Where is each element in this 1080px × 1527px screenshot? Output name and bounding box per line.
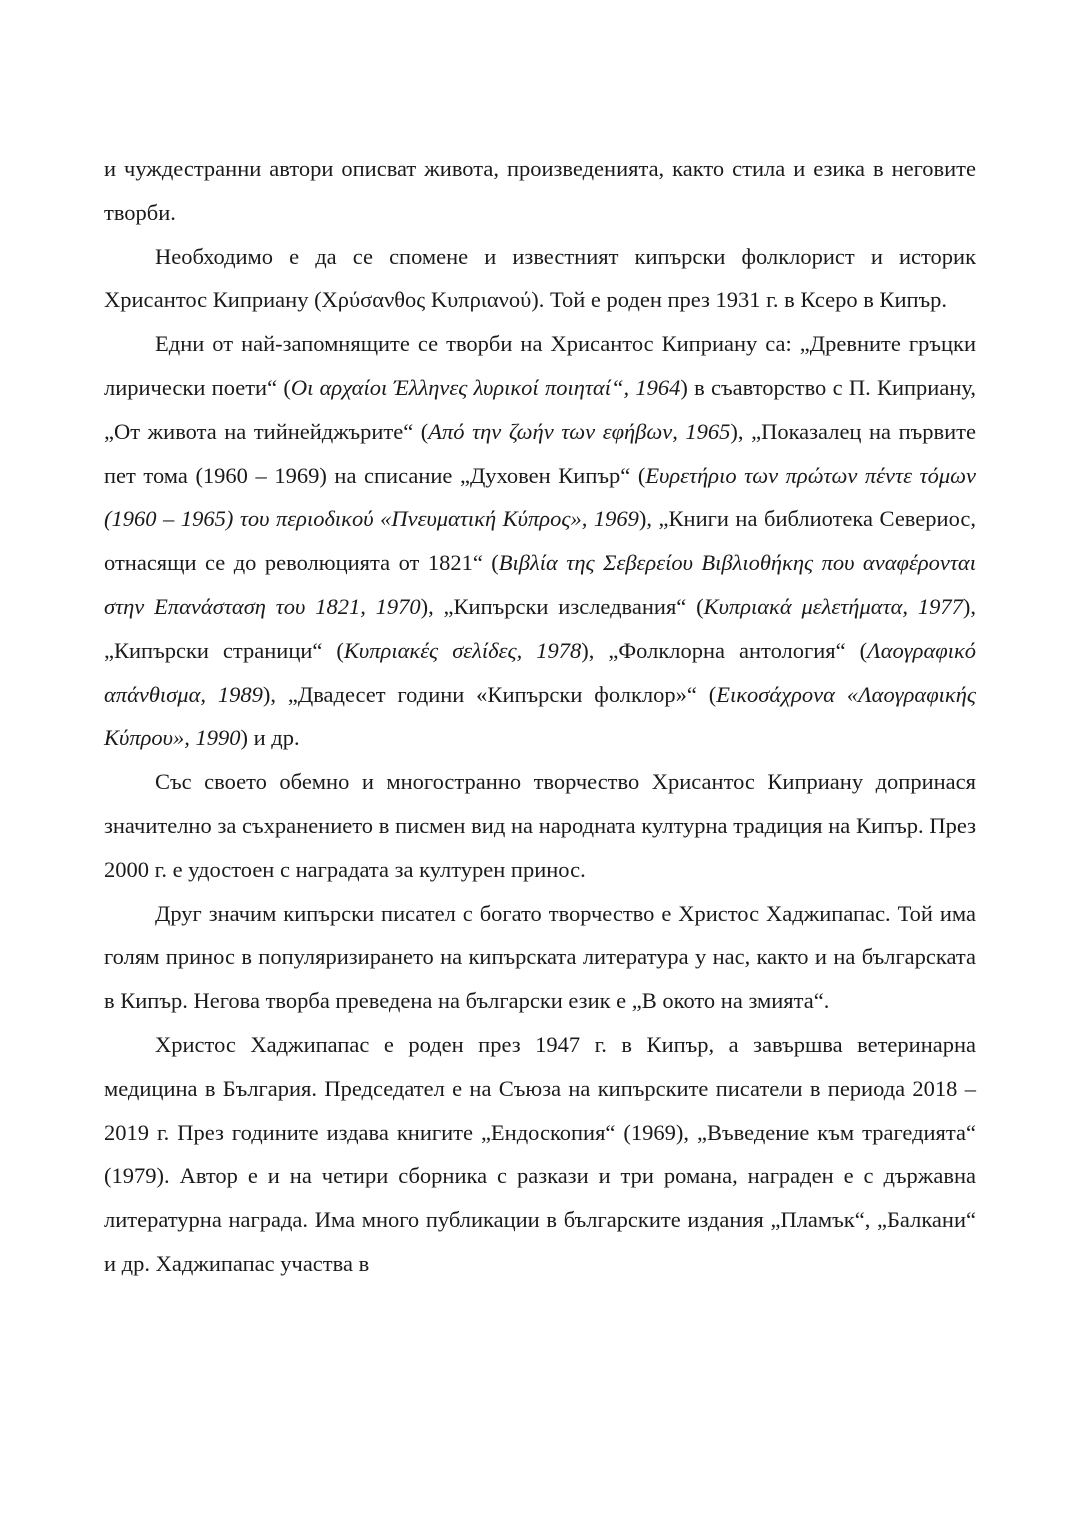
italic-text-segment: Από την ζωήν των εφήβων, 1965: [428, 418, 731, 444]
paragraph: [104, 892, 976, 1023]
paragraph: [104, 322, 976, 760]
italic-text-segment: Οι αρχαίοι Έλληνες λυρικοί ποιηταί“, 1964: [290, 374, 681, 400]
text-segment: Христос Хаджипапас е роден през 1947 г. в Кипър, а завършва ветеринарна медицина в България. Председател е на Съюза на кипърските писатели в периода 2018 – 2019 г. През годините издава книгите „Ендоскопия“ (1969), „Въведение към трагедията“ (1979). Автор е и на четири сборника с разкази и три романа, награден е с държавна литературна награда. Има много публикации в българските издания „Пламък“, „Балкани“ и др. Хаджипапас участва в: [104, 1031, 976, 1276]
text-segment: ), „Показалец на първите пет тома (1960 – 1969) на списание „Духовен Кипър“ (: [104, 418, 976, 488]
text-segment: ), „Фолклорна антология“ (: [581, 637, 868, 663]
text-segment: Едни от най-запомнящите се творби на Хрисантос Киприану са: „Древните гръцки лирически поети“ (: [104, 331, 976, 400]
document-page: [104, 147, 976, 1286]
text-segment: Със своето обемно и многостранно творчество Хрисантос Киприану допринася значително за съхранението в писмен вид на народната културна традиция на Кипър. През 2000 г. е удостоен с наградата за културен принос.: [104, 769, 976, 882]
paragraph: [104, 1023, 976, 1286]
italic-text-segment: Εικοσάχρονα «Λαογραφικής Κύπρου», 1990: [104, 681, 976, 751]
paragraph: [104, 147, 976, 235]
text-segment: и чуждестранни автори описват живота, произведенията, както стила и езика в неговите творби.: [104, 156, 976, 225]
text-segment: ) в съавторство с П. Киприану, „От живота на тийнейджърите“ (: [104, 374, 976, 444]
text-segment: ) и др.: [240, 725, 300, 751]
text-segment: Необходимо е да се спомене и известният кипърски фолклорист и историк Хрисантос Киприану (Χρύσανθος Κυπριανού). Той е роден през 1931 г. в Ксеро в Кипър.: [104, 243, 976, 313]
text-segment: ), „Двадесет години «Кипърски фолклор»“ (: [262, 681, 717, 707]
italic-text-segment: Κυπριακά μελετήματα, 1977: [703, 593, 963, 619]
text-segment: Друг значим кипърски писател с богато творчество е Христос Хаджипапас. Той има голям принос в популяризирането на кипърската литература у нас, както и на българската в Кипър. Негова творба преведена на български език е „В окото на змията“.: [104, 900, 976, 1014]
italic-text-segment: Κυπριακές σελίδες, 1978: [343, 637, 582, 663]
italic-text-segment: Λαογραφικό απάνθισμα, 1989: [104, 637, 976, 707]
italic-text-segment: Βιβλία της Σεβερείου Βιβλιοθήκης που αναφέρονται στην Επανάσταση του 1821, 1970: [104, 550, 976, 619]
text-segment: ), „Кипърски страници“ (: [104, 593, 976, 663]
paragraph: [104, 235, 976, 323]
text-segment: ), „Кипърски изследвания“ (: [420, 593, 704, 619]
paragraph: [104, 760, 976, 891]
italic-text-segment: Ευρετήριο των πρώτων πέντε τόμων (1960 – 1965) του περιοδικού «Πνευματική Κύπρος», 1969: [104, 462, 976, 532]
text-segment: ), „Книги на библиотека Севериос, отнасящи се до революцията от 1821“ (: [104, 506, 976, 576]
